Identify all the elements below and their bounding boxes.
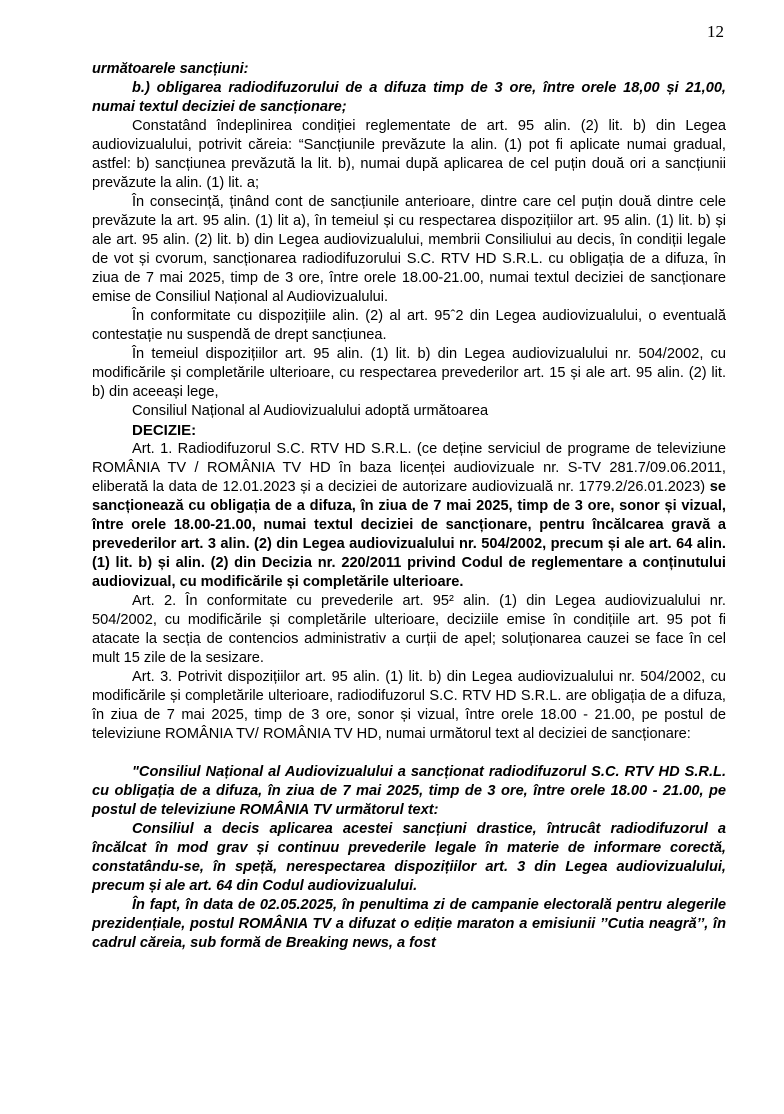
article-3: Art. 3. Potrivit dispozițiilor art. 95 alin. (1) lit. b) din Legea audiovizualului nr. 504/2002, cu modificările și completările ulterioare, radiodifuzorul S.C. RTV HD S.R.L. are obligația de a difuza, în ziua de 7 mai 2025, timp de 3 ore, sonor și vizual, între orele 18.00 - 21.00, pe postul de televiziune ROMÂNIA TV/ ROMÂNIA TV HD, numai următorul text al deciziei de sancționare: xyxy=(92,669,726,742)
paragraph-intro-6: Consiliul Național al Audiovizualului adoptă următoarea xyxy=(132,403,489,419)
paragraph-intro-4: În conformitate cu dispozițiile alin. (2) al art. 95ˆ2 din Legea audiovizualului, o eventuală contestație nu suspendă de drept sancțiunea. xyxy=(92,308,726,343)
quote-paragraph-1: "Consiliul Național al Audiovizualului a sancționat radiodifuzorul S.C. RTV HD S.R.L. cu obligația de a difuza, în ziua de 7 mai 2025, timp de 3 ore, între orele 18.00 - 21.00, pe postul de televiziune ROMÂNIA TV următorul text: xyxy=(92,764,726,818)
article-1-text: Art. 1. Radiodifuzorul S.C. RTV HD S.R.L. (ce deține serviciul de programe de televiziune ROMÂNIA TV / ROMÂNIA TV HD în baza licenței audiovizuale nr. S-TV 281.7/09.06.2011, eliberată la data de 12.01.2023 și a deciziei de autorizare audiovizuală nr. 1779.2/26.01.2023) xyxy=(92,441,726,495)
article-1 xyxy=(92,440,726,592)
article-2: Art. 2. În conformitate cu prevederile art. 95² alin. (1) din Legea audiovizualului nr. 504/2002, cu modificările și completările ulterioare, deciziile emise în condițiile art. 95 pot fi atacate la secția de contencios administrativ a curții de apel; soluționarea cauzei se face în cel mult 15 zile de la sesizare. xyxy=(92,593,726,666)
paragraph-intro-1: b.) obligarea radiodifuzorului de a difuza timp de 3 ore, între orele 18,00 și 21,00, numai textul deciziei de sancționare; xyxy=(92,80,726,115)
paragraph-intro-2: Constatând îndeplinirea condiției reglementate de art. 95 alin. (2) lit. b) din Legea audiovizualului, potrivit căreia: “Sancțiunile prevăzute la alin. (1) pot fi aplicate numai gradual, astfel: b) sancțiunea prevăzută la lit. b), numai după aplicarea de cel puțin două ori a sancțiunii prevăzute la alin. (1) lit. a; xyxy=(92,118,726,191)
paragraph-intro-0: următoarele sancțiuni: xyxy=(92,61,249,77)
page-number: 12 xyxy=(707,22,724,41)
quote-paragraph-2: Consiliul a decis aplicarea acestei sancțiuni drastice, întrucât radiodifuzorul a încălcat în mod grav și continuu prevederile legale în materie de informare corectă, constatându-se, în speță, nerespectarea dispozițiilor art. 3 din Legea audiovizualului, precum și ale art. 64 din Codul audiovizualului. xyxy=(92,821,726,894)
sanction-text-quote xyxy=(92,763,726,953)
document-body xyxy=(92,60,726,953)
paragraph-intro-5: În temeiul dispozițiilor art. 95 alin. (1) lit. b) din Legea audiovizualului nr. 504/2002, cu modificările și completările ulterioare, cu respectarea prevederilor art. 15 și ale art. 95 alin. (2) lit. b) din aceeași lege, xyxy=(92,346,726,400)
article-1-bold-text: se sancționează cu obligația de a difuza, în ziua de 7 mai 2025, timp de 3 ore, sonor și vizual, între orele 18.00-21.00, numai textul deciziei de sancționare, pentru încălcarea gravă a prevederilor art. 3 alin. (2) din Legea audiovizualului nr. 504/2002, precum și ale art. 64 alin. (1) lit. b) și alin. (2) din Decizia nr. 220/2011 privind Codul de reglementare a conținutului audiovizual, cu modificările și completările ulterioare. xyxy=(92,479,726,590)
quote-paragraph-3: În fapt, în data de 02.05.2025, în penultima zi de campanie electorală pentru alegerile prezidențiale, postul ROMÂNIA TV a difuzat o ediție maraton a emisiunii ’’Cutia neagră’’, în cadrul căreia, sub formă de Breaking news, a fost xyxy=(92,897,726,951)
paragraph-intro-3: În consecință, ținând cont de sancțiunile anterioare, dintre care cel puțin două dintre cele prevăzute la art. 95 alin. (1) lit a), în temeiul și cu respectarea dispozițiilor art. 95 alin. (1) lit. b) și ale art. 95 alin. (2) lit. b) din Legea audiovizualului, membrii Consiliului au decis, în condiții legale de vot și cvorum, sancționarea radiodifuzorului S.C. RTV HD S.R.L. cu obligația de a difuza, în ziua de 7 mai 2025, timp de 3 ore, între orele 18.00-21.00, numai textul deciziei de sancționare emise de Consiliul Național al Audiovizualului. xyxy=(92,194,726,305)
decision-heading: DECIZIE: xyxy=(132,422,197,439)
